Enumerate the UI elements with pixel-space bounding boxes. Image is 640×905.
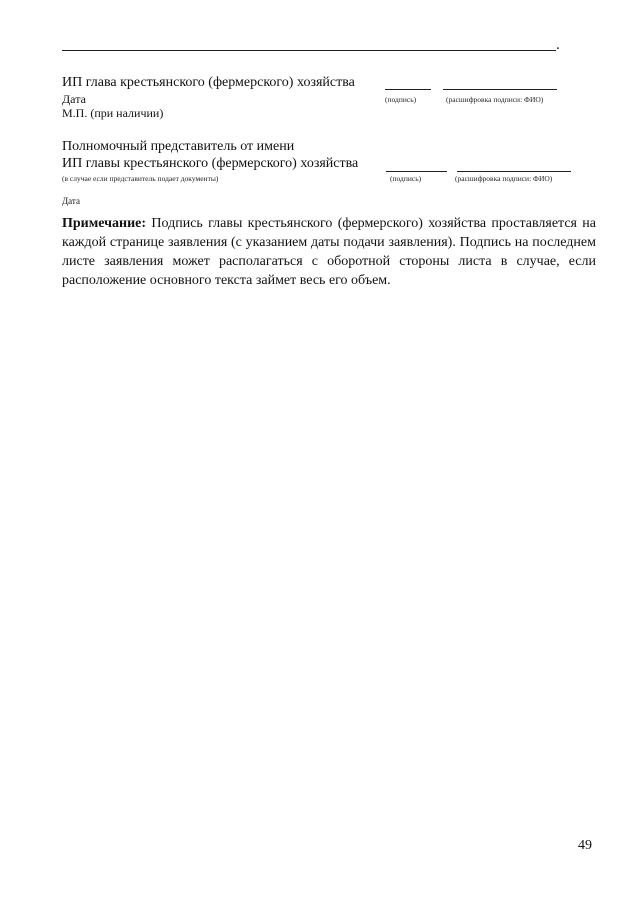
head-date-label: Дата [62,92,86,106]
head-signature-caption: (подпись) [385,95,417,104]
head-name-caption: (расшифровка подписи: ФИО) [446,95,544,104]
representative-condition-caption: (в случае если представитель подает документы) [62,174,219,183]
head-name-field[interactable] [443,89,557,90]
representative-line-1: Полномочный представитель от имени [62,139,295,154]
page-number: 49 [578,838,592,853]
representative-line-2: ИП главы крестьянского (фермерского) хозяйства [62,156,359,171]
representative-name-caption: (расшифровка подписи: ФИО) [455,174,553,183]
top-rule-dot: . [556,37,560,53]
note-label: Примечание: [62,216,147,231]
representative-signature-field[interactable] [386,171,447,172]
note-paragraph [62,214,596,290]
head-signature-line-label: ИП глава крестьянского (фермерского) хозяйства [62,75,355,90]
top-rule [62,50,556,51]
representative-signature-caption: (подпись) [390,174,422,183]
note-text: Подпись главы крестьянского (фермерского) хозяйства проставляется на каждой странице заявления (с указанием даты подачи заявления). Подпись на последнем листе заявления может располагаться с оборотной стороны листа в случае, если расположение основного текста займет весь его объем. [62,216,597,288]
representative-date-label: Дата [62,196,80,206]
representative-name-field[interactable] [457,171,571,172]
seal-label: М.П. (при наличии) [62,106,164,120]
head-signature-field[interactable] [385,89,431,90]
